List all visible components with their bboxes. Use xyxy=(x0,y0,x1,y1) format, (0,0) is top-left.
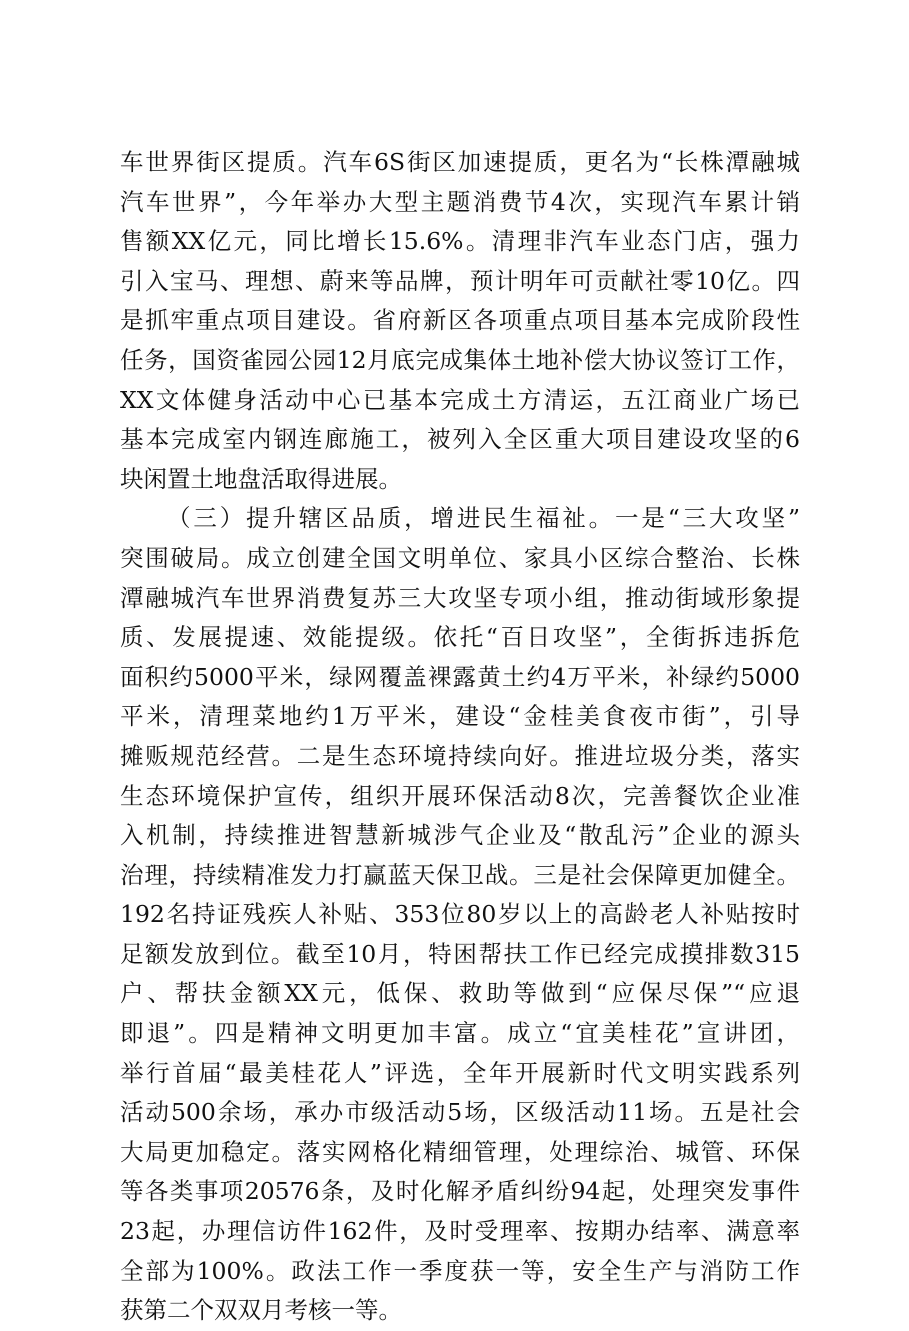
text-line: XX文体健身活动中心已基本完成土方清运，五江商业广场已 xyxy=(120,385,800,414)
text-line: 块闲置土地盘活取得进展。 xyxy=(120,464,402,493)
text-line: 足额发放到位。截至10月，特困帮扶工作已经完成摸排数315 xyxy=(120,939,800,968)
text-line: 获第二个双双月考核一等。 xyxy=(120,1296,402,1325)
text-line: 基本完成室内钢连廊施工，被列入全区重大项目建设攻坚的6 xyxy=(120,425,800,454)
text-line: 任务，国资雀园公园12月底完成集体土地补偿大协议签订工作， xyxy=(120,345,800,374)
text-line: 突围破局。成立创建全国文明单位、家具小区综合整治、长株 xyxy=(120,543,800,572)
text-line: 售额XX亿元，同比增长15.6%。清理非汽车业态门店，强力 xyxy=(120,227,800,256)
document-body-text xyxy=(120,143,800,1331)
text-line: 23起，办理信访件162件，及时受理率、按期办结率、满意率 xyxy=(120,1217,800,1246)
text-line: 活动500余场，承办市级活动5场，区级活动11场。五是社会 xyxy=(120,1098,800,1127)
text-line: 汽车世界”，今年举办大型主题消费节4次，实现汽车累计销 xyxy=(120,187,800,216)
text-line: 192名持证残疾人补贴、353位80岁以上的高龄老人补贴按时 xyxy=(120,900,800,929)
text-line: 摊贩规范经营。二是生态环境持续向好。推进垃圾分类，落实 xyxy=(120,741,800,770)
text-line: 等各类事项20576条，及时化解矛盾纠纷94起，处理突发事件 xyxy=(120,1177,800,1206)
text-line: 全部为100%。政法工作一季度获一等，安全生产与消防工作 xyxy=(120,1256,800,1285)
text-line: 引入宝马、理想、蔚来等品牌，预计明年可贡献社零10亿。四 xyxy=(120,266,800,295)
text-line: 大局更加稳定。落实网格化精细管理，处理综治、城管、环保 xyxy=(120,1137,800,1166)
text-line: 潭融城汽车世界消费复苏三大攻坚专项小组，推动街域形象提 xyxy=(120,583,800,612)
text-line: 是抓牢重点项目建设。省府新区各项重点项目基本完成阶段性 xyxy=(120,306,800,335)
text-line: 生态环境保护宣传，组织开展环保活动8次，完善餐饮企业准 xyxy=(120,781,800,810)
section-heading-line: （三）提升辖区品质，增进民生福祉。一是“三大攻坚” xyxy=(167,504,800,533)
text-line: 户、帮扶金额XX元，低保、救助等做到“应保尽保”“应退 xyxy=(120,979,800,1008)
text-line: 即退”。四是精神文明更加丰富。成立“宜美桂花”宣讲团， xyxy=(120,1019,800,1048)
text-line: 平米，清理菜地约1万平米，建设“金桂美食夜市街”，引导 xyxy=(120,702,800,731)
text-line: 入机制，持续推进智慧新城涉气企业及“散乱污”企业的源头 xyxy=(120,821,800,850)
text-line: 质、发展提速、效能提级。依托“百日攻坚”，全街拆违拆危 xyxy=(120,623,800,652)
text-line: 举行首届“最美桂花人”评选，全年开展新时代文明实践系列 xyxy=(120,1058,800,1087)
text-line: 治理，持续精准发力打赢蓝天保卫战。三是社会保障更加健全。 xyxy=(120,860,800,889)
text-line: 车世界街区提质。汽车6S街区加速提质，更名为“长株潭融城 xyxy=(120,148,800,176)
text-line: 面积约5000平米，绿网覆盖裸露黄土约4万平米，补绿约5000 xyxy=(120,662,800,691)
